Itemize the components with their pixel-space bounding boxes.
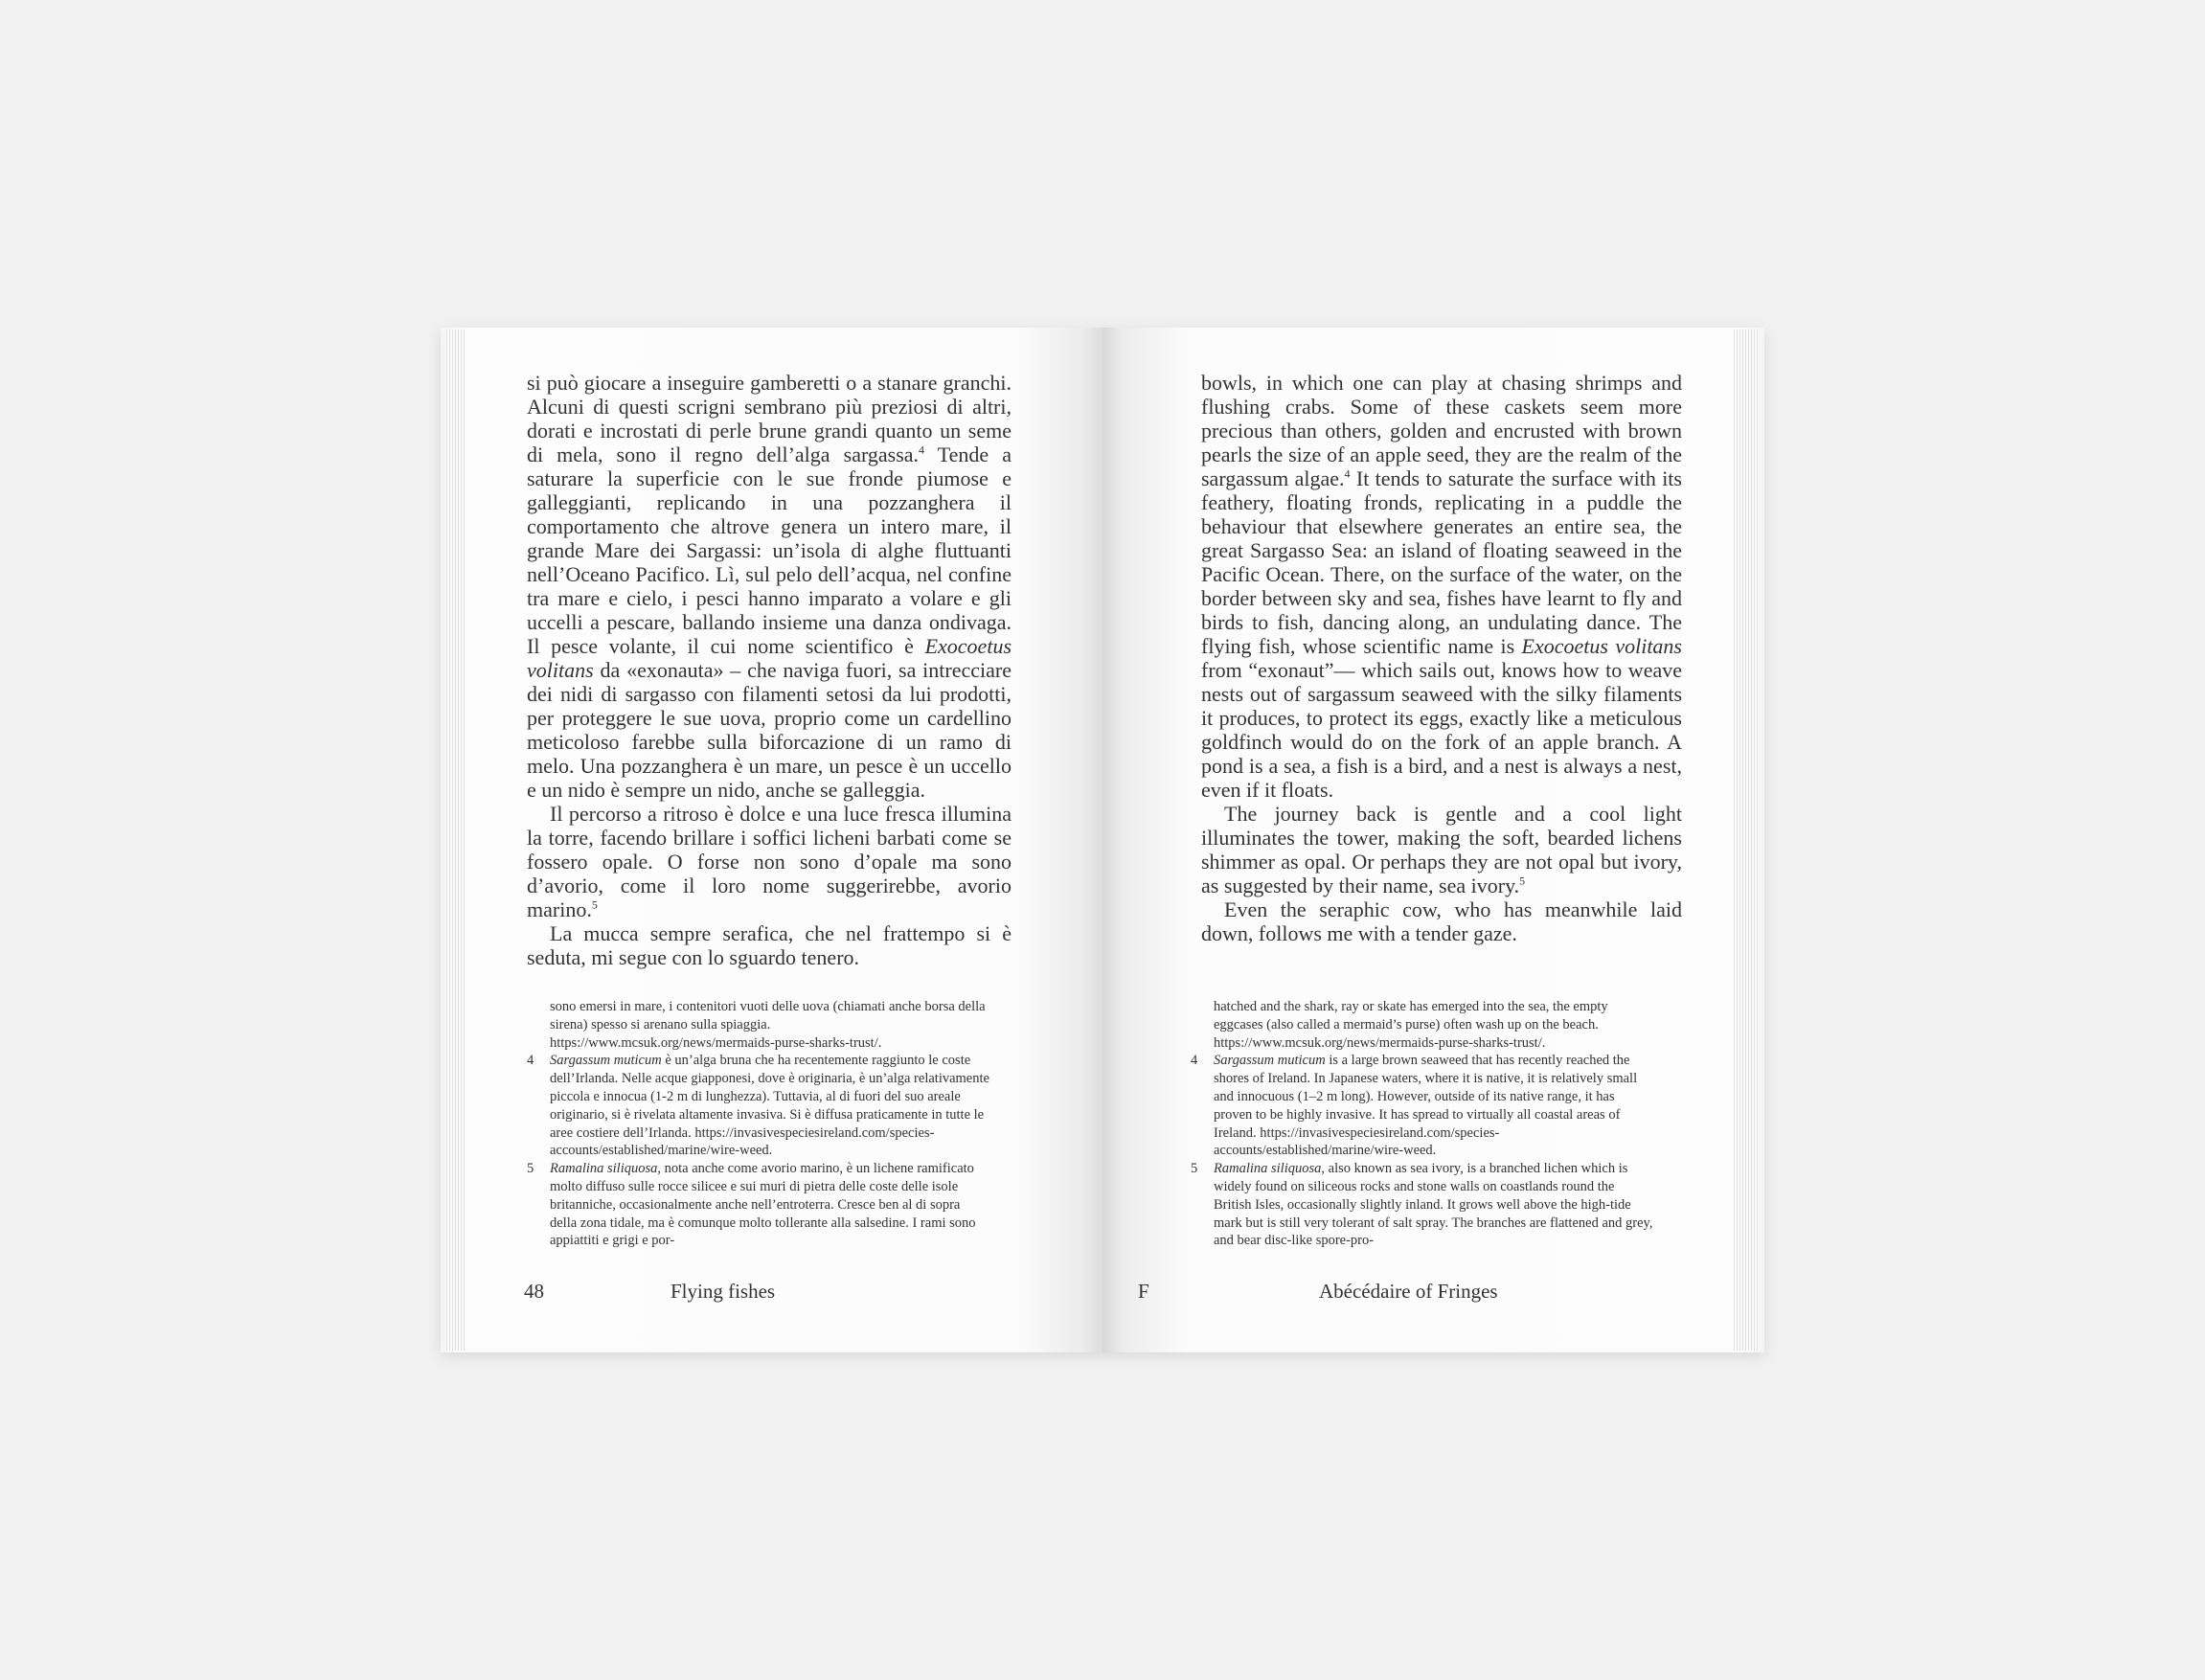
section-letter: F bbox=[1138, 1280, 1149, 1303]
right-page bbox=[1102, 328, 1764, 1352]
footnote-continuation: sono emersi in mare, i contenitori vuoti delle uova (chiamati anche borsa della sirena) spesso si arenano sulla spiaggia. https://www.mcsuk.org/news/mermaids-purse-sharks-trust/. bbox=[550, 999, 986, 1051]
left-paragraph-2: Il percorso a ritroso è dolce e una luce fresca illumina la torre, facendo brillare i soffici licheni barbati come se fossero opale. O forse non sono d’opale ma sono d’avorio, come il loro nome suggerirebbe, avorio marino.$^5$ bbox=[527, 802, 1012, 921]
right-paragraph-2: The journey back is gentle and a cool light illuminates the tower, making the soft, bearded lichens shimmer as opal. Or perhaps they are not opal but ivory, as suggested by their name, sea ivory.$^5$ bbox=[1201, 802, 1682, 897]
running-title: Flying fishes bbox=[671, 1280, 776, 1303]
species-name: Exocoetus volitans bbox=[1521, 634, 1682, 658]
left-footnotes bbox=[527, 998, 990, 1250]
footnote-ref-5: 5 bbox=[591, 897, 598, 912]
open-book-spread bbox=[441, 328, 1764, 1352]
footnote-4: 4 Sargassum muticum è un’alga bruna che ha recentemente raggiunto le coste dell’Irlanda. Nelle acque giapponesi, dove è originaria, è un’alga relativamente piccola e innocua (1-2 m di lunghezza). Tuttavia, al di fuori del suo areale originario, si è rivelata altamente invasiva. Si è diffusa praticamente in tutte le aree costiere dell’Irlanda. https://invasivespeciesireland.com/species-accounts/established/marine/wire-weed. bbox=[527, 1053, 989, 1159]
left-page bbox=[441, 328, 1102, 1352]
footnote-continuation: hatched and the shark, ray or skate has emerged into the sea, the empty eggcases (also called a mermaid’s purse) often wash up on the beach. https://www.mcsuk.org/news/mermaids-purse-sharks-trust/. bbox=[1214, 999, 1608, 1051]
footnote-5: 5 Ramalina siliquosa, also known as sea ivory, is a branched lichen which is widely found on siliceous rocks and stone walls on coastlands round the British Isles, occasionally slightly inland. It grows well above the high-tide mark but is still very tolerant of salt spray. The branches are flattened and grey, and bear disc-like spore-pro- bbox=[1191, 1161, 1653, 1249]
footnote-5: 5 Ramalina siliquosa, nota anche come avorio marino, è un lichene ramificato molto diffuso sulle rocce silicee e sui muri di pietra delle coste delle isole britanniche, occasionalmente anche nell’entroterra. Cresce ben al di sopra della zona tidale, ma è comunque molto tollerante alla salsedine. I rami sono appiattiti e grigi e por- bbox=[527, 1161, 976, 1249]
right-page-edges bbox=[1734, 329, 1759, 1351]
species-name: Exocoetus volitans bbox=[527, 634, 1012, 682]
left-paragraph-3: La mucca sempre serafica, che nel frattempo si è seduta, mi segue con lo sguardo tenero. bbox=[527, 921, 1012, 969]
right-paragraph-3: Even the seraphic cow, who has meanwhile laid down, follows me with a tender gaze. bbox=[1201, 897, 1682, 945]
right-footnotes bbox=[1191, 998, 1654, 1250]
footnote-ref-4: 4 bbox=[1344, 466, 1351, 481]
left-paragraph-1: si può giocare a inseguire gamberetti o a stanare granchi. Alcuni di questi scrigni sembrano più preziosi di altri, dorati e incrostati di perle brune grandi quanto un seme di mela, sono il regno dell’alga sargassa.$^4$ Tende a saturare la superficie con le sue fronde piumose e galleggianti, replicando in una pozzanghera il comportamento che altrove genera un intero mare, il grande Mare dei Sargassi: un’isola di alghe fluttuanti nell’Oceano Pacifico. Lì, sul pelo dell’acqua, nel confine tra mare e cielo, i pesci hanno imparato a volare e gli uccelli a pescare, ballando insieme una danza ondivaga. Il pesce volante, il cui nome scientifico è Exocoetus volitans da «exonauta» – che naviga fuori, sa intrecciare dei nidi di sargasso con filamenti setosi da lui prodotti, per proteggere le sue uova, proprio come un cardellino meticoloso farebbe sulla biforcazione di un ramo di melo. Una pozzanghera è un mare, un pesce è un uccello e un nido è sempre un nido, anche se galleggia. bbox=[527, 371, 1012, 802]
left-body-text bbox=[527, 371, 1012, 969]
right-body-text bbox=[1201, 371, 1682, 945]
footnote-4: 4 Sargassum muticum is a large brown seaweed that has recently reached the shores of Ireland. In Japanese waters, where it is native, it is relatively small and innocuous (1–2 m long). However, outside of its native range, it has proven to be highly invasive. It has spread to virtually all coastal areas of Ireland. https://invasivespeciesireland.com/species-accounts/established/marine/wire-weed. bbox=[1191, 1053, 1638, 1159]
footnote-ref-4: 4 bbox=[919, 443, 925, 457]
right-paragraph-1: bowls, in which one can play at chasing shrimps and flushing crabs. Some of these caskets seem more precious than others, golden and encrusted with brown pearls the size of an apple seed, they are the realm of the sargassum algae.$^4$ It tends to saturate the surface with its feathery, floating fronds, replicating in a puddle the behaviour that elsewhere generates an entire sea, the great Sargasso Sea: an island of floating seaweed in the Pacific Ocean. There, on the surface of the water, on the border between sky and sea, fishes have learnt to fly and birds to fish, dancing along, an undulating dance. The flying fish, whose scientific name is Exocoetus volitans from “exonaut”— which sails out, knows how to weave nests out of sargassum seaweed with the silky filaments it produces, to protect its eggs, exactly like a meticulous goldfinch would do on the fork of an apple branch. A pond is a sea, a fish is a bird, and a nest is always a nest, even if it floats. bbox=[1201, 371, 1682, 802]
footnote-ref-5: 5 bbox=[1519, 874, 1526, 888]
page-number: 48 bbox=[524, 1280, 544, 1303]
left-page-edges bbox=[446, 329, 466, 1351]
running-title: Abécédaire of Fringes bbox=[1319, 1280, 1498, 1303]
